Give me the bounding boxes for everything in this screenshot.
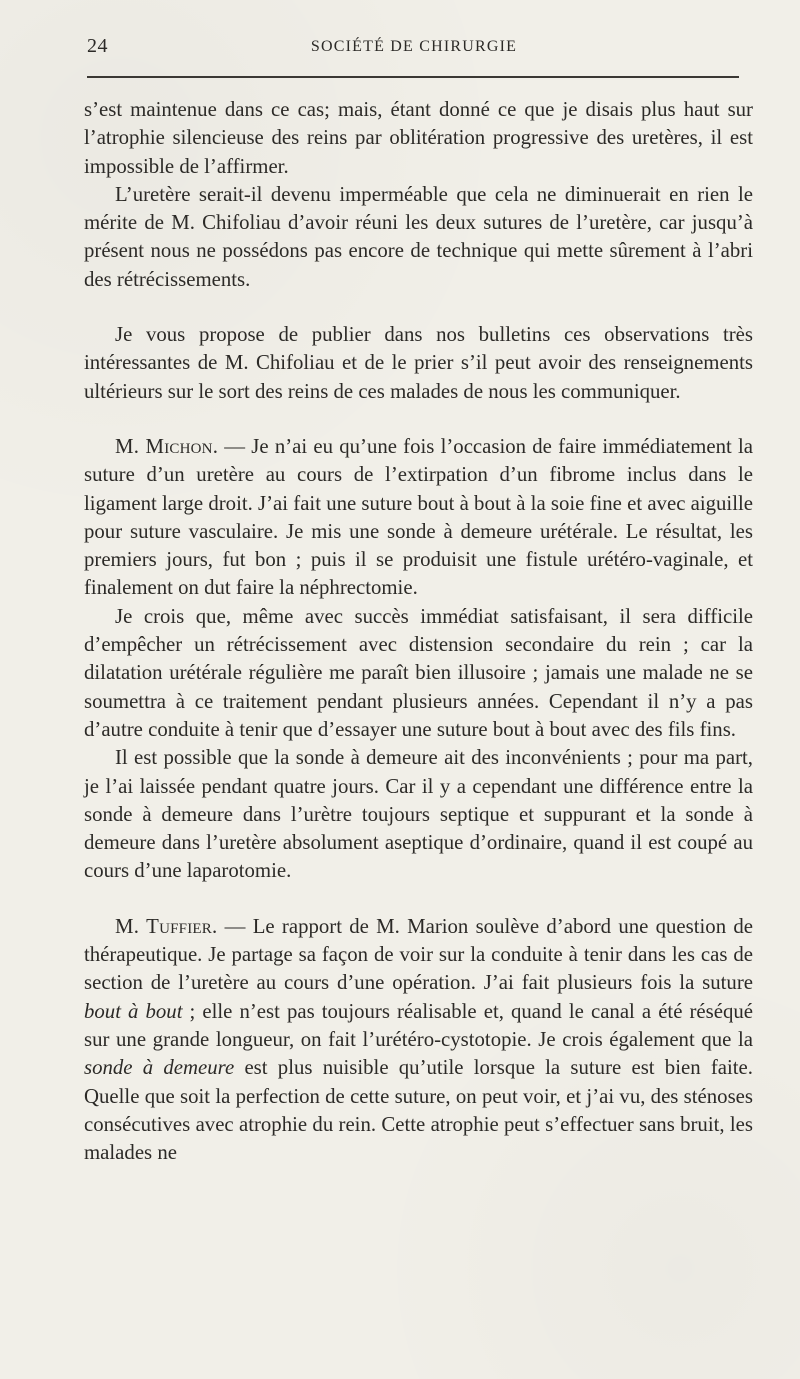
tuffier-text-part-3: est plus nuisible qu’utile lorsque la suture est bien faite. Quelle que soit la perfection de cette suture, on peut voir, et j’ai vu, des sténoses consécutives avec atrophie du rein. Cette atrophie peut s’effectuer sans bruit, les malades ne bbox=[84, 1056, 753, 1165]
paragraph-tuffier-intervention bbox=[84, 913, 753, 1168]
continued-paragraph: s’est maintenue dans ce cas; mais, étant donné ce que je disais plus haut sur l’atrophie silencieuse des reins par oblitération progressive des uretères, il est impossible de l’affirmer. bbox=[84, 98, 753, 178]
paragraph-michon-sonde: Il est possible que la sonde à demeure ait des inconvénients ; pour ma part, je l’ai laissée pendant quatre jours. Car il y a cependant une différence entre la sonde à demeure dans l’urètre toujours septique et suppurant et la sonde à demeure dans l’uretère absolument aseptique d’ordinaire, quand il est coupé au cours d’une laparotomie. bbox=[84, 746, 753, 883]
tuffier-text-part-1: — Le rapport de M. Marion soulève d’abord une question de thérapeutique. Je partage sa façon de voir sur la conduite à tenir dans les cas de section de l’uretère au cours d’une opération. J’ai fait plusieurs fois la suture bbox=[84, 914, 754, 995]
page-number: 24 bbox=[87, 35, 108, 57]
speaker-michon: M. Michon. bbox=[115, 434, 219, 458]
paragraph-michon-intervention bbox=[84, 433, 753, 603]
tuffier-text-part-2: ; elle n’est pas toujours réalisable et, quand le canal a été réséqué sur une grande longueur, on fait l’urétéro-cystotopie. Je crois également que la bbox=[84, 999, 754, 1051]
italic-sonde-a-demeure: sonde à demeure bbox=[84, 1056, 235, 1080]
running-title: SOCIÉTÉ DE CHIRURGIE bbox=[310, 38, 518, 55]
michon-text: — Je n’ai eu qu’une fois l’occasion de faire immédiatement la suture d’un uretère au cours de l’extirpation d’un fibrome inclus dans le ligament large droit. J’ai fait une suture bout à bout à la soie fine et avec aiguille pour suture vasculaire. Je mis une sonde à demeure urétérale. Le résultat, les premiers jours, fut bon ; puis il se produisit une fistule urétéro-vaginale, et finalement on dut faire la néphrectomie. bbox=[84, 434, 753, 600]
italic-bout-a-bout: bout à bout bbox=[84, 999, 183, 1023]
paragraph-proposition-publication: Je vous propose de publier dans nos bulletins ces observations très intéressantes de M. Chifoliau et de le prier s’il peut avoir des renseignements ultérieurs sur le sort des reins de ces malades de nous les communiquer. bbox=[84, 323, 753, 403]
paragraph-uretere-impermeable: L’uretère serait-il devenu imperméable que cela ne diminuerait en rien le mérite de M. Chifoliau d’avoir réuni les deux sutures de l’uretère, car jusqu’à présent nous ne possédons pas encore de technique qui mette sûrement à l’abri des rétrécissements. bbox=[84, 182, 753, 291]
page-header bbox=[87, 34, 741, 62]
speaker-tuffier: M. Tuffier. bbox=[115, 914, 218, 938]
header-rule bbox=[87, 76, 739, 78]
body-text bbox=[84, 96, 753, 1167]
paragraph-michon-retrecissement: Je crois que, même avec succès immédiat satisfaisant, il sera difficile d’empêcher un rétrécissement avec distension secondaire du rein ; car la dilatation urétérale régulière me paraît bien illusoire ; jamais une malade ne se soumettra à ce traitement pendant plusieurs années. Cependant il n’y a pas d’autre conduite à tenir que d’essayer une suture bout à bout avec des fils fins. bbox=[84, 604, 753, 741]
